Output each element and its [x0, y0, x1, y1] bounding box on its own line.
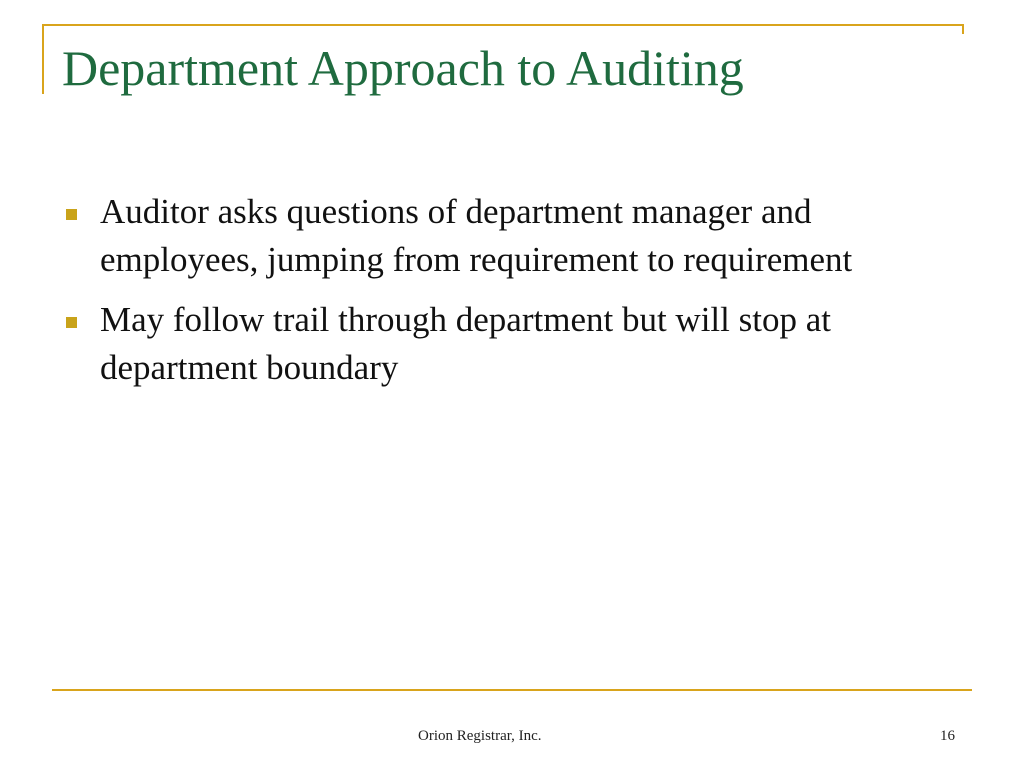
left-frame-rule [42, 24, 44, 94]
page-number: 16 [940, 728, 955, 744]
square-bullet-icon [66, 209, 77, 220]
bullet-item [62, 188, 967, 284]
bullet-text: Auditor asks questions of department manager and employees, jumping from requirement to requirement [100, 192, 853, 279]
footer-rule [52, 689, 972, 691]
slide-title: Department Approach to Auditing [62, 40, 744, 96]
top-frame-rule [42, 24, 964, 26]
footer-company: Orion Registrar, Inc. [418, 728, 542, 744]
square-bullet-icon [66, 317, 77, 328]
right-frame-rule [962, 24, 964, 34]
bullet-item [62, 296, 967, 392]
bullet-text: May follow trail through department but will stop at department boundary [100, 300, 831, 387]
bullet-list [62, 188, 967, 404]
